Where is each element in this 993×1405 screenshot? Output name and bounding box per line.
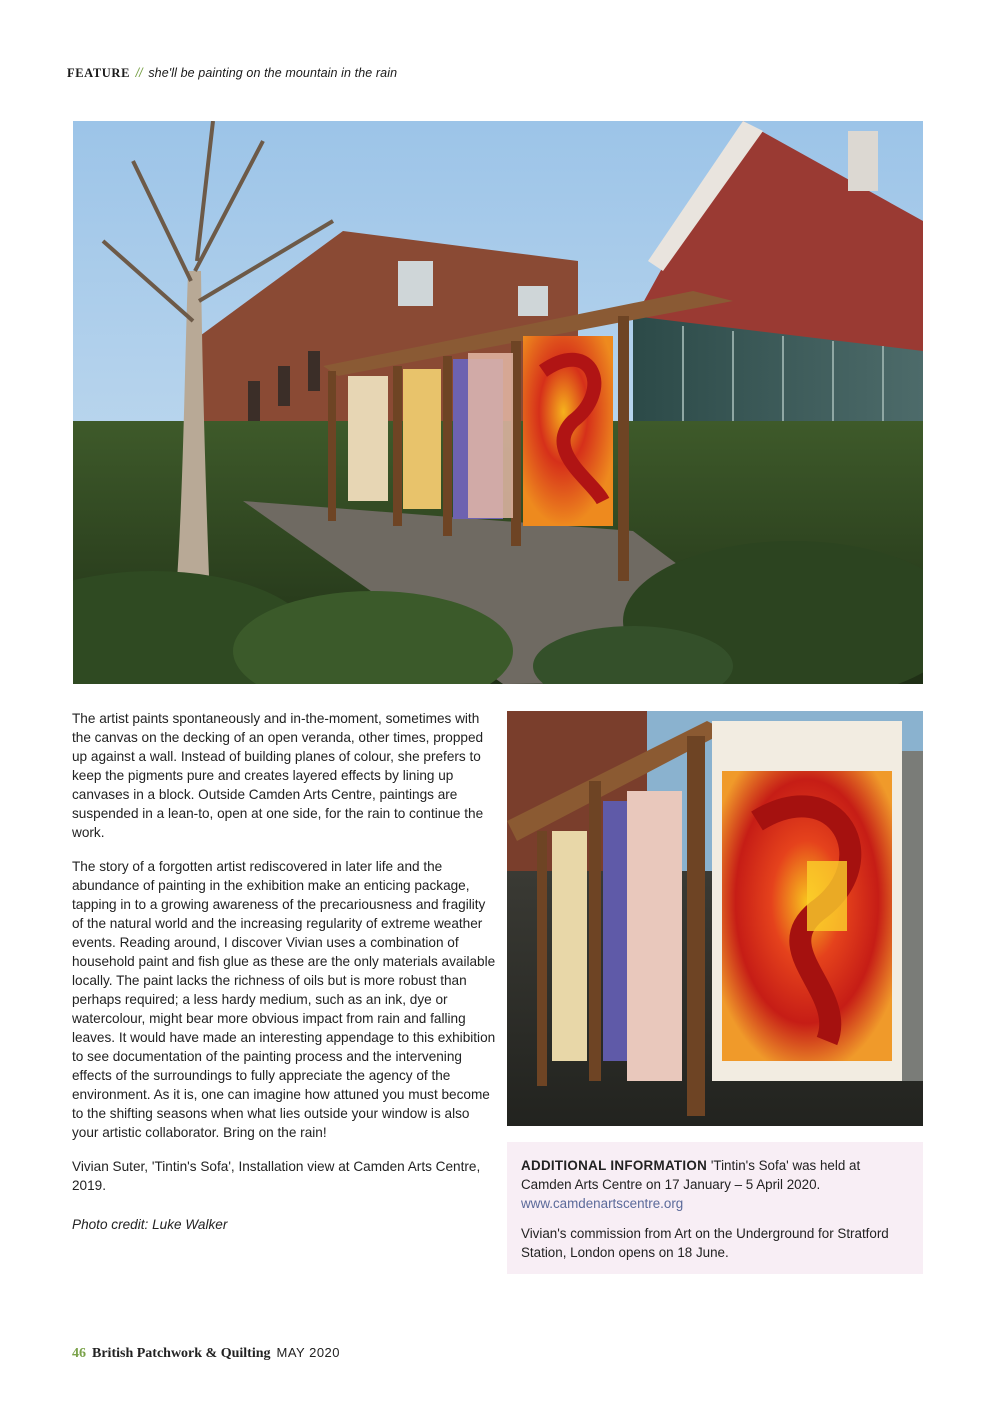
running-header: [67, 66, 397, 81]
article-paragraph: The artist paints spontaneously and in-the-moment, sometimes with the canvas on the decking of an open veranda, other times, propped up against a wall. Instead of building planes of colour, she prefers to keep the pigments pure and creates layered effects by lining up canvases in a block. Outside Camden Arts Centre, paintings are suspended in a lean-to, open at one side, for the rain to continue the work.: [72, 711, 484, 840]
info-dates-text: 'Tintin's Sofa' was held at Camden Arts Centre on 17 January – 5 April 2020.: [521, 1158, 861, 1192]
page-number: 46: [72, 1346, 86, 1361]
photo-credit: Photo credit: Luke Walker: [72, 1217, 228, 1232]
page-footer: [72, 1345, 340, 1362]
side-photo: [507, 711, 923, 1126]
header-strapline: she'll be painting on the mountain in the rain: [148, 66, 398, 80]
header-separator: //: [135, 66, 143, 80]
hanging-canvases-photo-icon: [507, 711, 923, 1126]
info-commission-text: Vivian's commission from Art on the Underground for Stratford Station, London opens on 18 June.: [521, 1226, 889, 1260]
info-paragraph: [521, 1156, 909, 1213]
issue-date: MAY 2020: [276, 1345, 341, 1360]
website-link[interactable]: www.camdenartscentre.org: [521, 1196, 684, 1211]
article-body: [72, 709, 497, 1249]
article-paragraph: The story of a forgotten artist rediscovered in later life and the abundance of painting in the exhibition make an enticing package, tapping in to a growing awareness of the precariousness and fragility of the natural world and the increasing regularity of extreme weather events. Reading around, I discover Vivian uses a combination of household paint and fish glue as these are the only materials available locally. The paint lacks the richness of oils but is more robust than perhaps required; a less hardy medium, such as an ink, dye or watercolour, might bear more obvious impact from rain and falling leaves. It would have made an interesting appendage to this exhibition to see documentation of the painting process and the intervening effects of the surroundings to fully appreciate the agency of the environment. As it is, one can imagine how attuned you must become to the shifting seasons when what lies outside your window is also your artistic collaborator. Bring on the rain!: [72, 859, 496, 1140]
additional-information-box: [507, 1142, 923, 1274]
outdoor-installation-photo-icon: [73, 121, 923, 684]
section-kicker: FEATURE: [67, 66, 131, 80]
main-photo: [73, 121, 923, 684]
photo-caption: Vivian Suter, 'Tintin's Sofa', Installation view at Camden Arts Centre, 2019.: [72, 1159, 481, 1193]
info-lead: ADDITIONAL INFORMATION: [521, 1158, 708, 1173]
magazine-name: British Patchwork & Quilting: [92, 1346, 271, 1361]
